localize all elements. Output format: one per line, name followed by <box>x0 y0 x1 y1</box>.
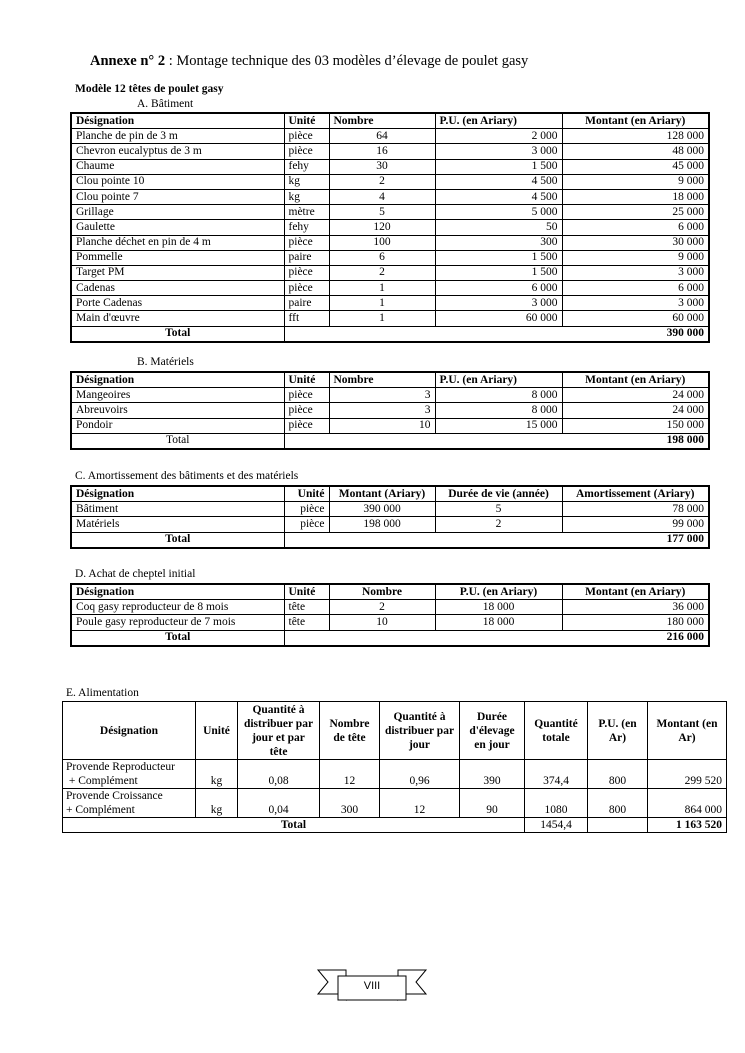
table-cell: 16 <box>329 144 435 159</box>
col-montant: Montant (en Ariary) <box>562 372 709 388</box>
table-cell: 18 000 <box>562 189 709 204</box>
col-duree: Durée d'élevage en jour <box>460 702 525 760</box>
table-cell: 78 000 <box>562 502 709 517</box>
table-cell: 15 000 <box>435 418 562 433</box>
table-cell: 1 500 <box>435 265 562 280</box>
table-cell: pièce <box>284 388 329 403</box>
table-cell: 10 <box>329 615 435 630</box>
table-cell: Coq gasy reproducteur de 8 mois <box>71 600 284 615</box>
total-label: Total <box>71 630 284 646</box>
table-cell: fft <box>284 311 329 326</box>
table-cell: 18 000 <box>435 615 562 630</box>
table-cell: 300 <box>435 235 562 250</box>
table-cell: 6 <box>329 250 435 265</box>
table-cell: pièce <box>284 517 329 532</box>
table-row: Provende Croissance + Complément kg 0,04 300 12 90 1080 800 864 000 <box>63 789 727 818</box>
table-cell: fehy <box>284 220 329 235</box>
col-pu: P.U. (en Ar) <box>588 702 648 760</box>
total-value: 1 163 520 <box>648 818 727 833</box>
table-row: Provende Reproducteur + Complément kg 0,08 12 0,96 390 374,4 800 299 520 <box>63 760 727 789</box>
table-cell: 3 000 <box>562 296 709 311</box>
table-cell: Matériels <box>71 517 284 532</box>
table-cell: 45 000 <box>562 159 709 174</box>
page-number-banner <box>316 966 428 1006</box>
total-value: 216 000 <box>284 630 709 646</box>
col-quantite-jour-tete: Quantité à distribuer par jour et par tête <box>238 702 320 760</box>
table-header-row <box>71 113 709 129</box>
total-row <box>71 630 709 646</box>
table-cell: Cadenas <box>71 281 284 296</box>
table-row <box>71 502 709 517</box>
table-cell: 3 <box>329 403 435 418</box>
table-cell: Porte Cadenas <box>71 296 284 311</box>
table-cell: pièce <box>284 265 329 280</box>
table-row <box>71 296 709 311</box>
table-cell: 2 <box>435 517 562 532</box>
table-cell: pièce <box>284 235 329 250</box>
table-cell: 2 <box>329 600 435 615</box>
table-cell: 24 000 <box>562 388 709 403</box>
table-header-row <box>71 372 709 388</box>
table-cell: 5 <box>435 502 562 517</box>
section-a-title: A. Bâtiment <box>137 98 194 110</box>
table-cell: 4 500 <box>435 174 562 189</box>
table-row <box>71 600 709 615</box>
table-cell: fehy <box>284 159 329 174</box>
table-cell: 1 <box>329 281 435 296</box>
table-row <box>71 388 709 403</box>
table-cell: 64 <box>329 129 435 144</box>
table-cell: 1 500 <box>435 250 562 265</box>
table-cell: 1 <box>329 311 435 326</box>
table-cell: 60 000 <box>562 311 709 326</box>
table-cell: Gaulette <box>71 220 284 235</box>
table-cell: Planche de pin de 3 m <box>71 129 284 144</box>
table-row <box>71 159 709 174</box>
table-cell: 150 000 <box>562 418 709 433</box>
table-cell: 25 000 <box>562 205 709 220</box>
table-cell: Chaume <box>71 159 284 174</box>
col-unite: Unité <box>284 113 329 129</box>
table-cell: 390 000 <box>329 502 435 517</box>
table-cell: paire <box>284 250 329 265</box>
total-value: 390 000 <box>284 326 709 342</box>
table-cell: 3 000 <box>435 296 562 311</box>
table-cell: 2 <box>329 265 435 280</box>
designation-cell: Provende Croissance + Complément <box>63 789 196 818</box>
table-row <box>71 403 709 418</box>
table-header-row <box>71 486 709 502</box>
table-cell: kg <box>284 189 329 204</box>
table-cell: 1 500 <box>435 159 562 174</box>
designation-cell: Provende Reproducteur + Complément <box>63 760 196 789</box>
table-cell: Poule gasy reproducteur de 7 mois <box>71 615 284 630</box>
table-cell: 3 000 <box>435 144 562 159</box>
table-cell: 48 000 <box>562 144 709 159</box>
table-row <box>71 144 709 159</box>
table-cell: 60 000 <box>435 311 562 326</box>
table-cell: Pondoir <box>71 418 284 433</box>
table-cell: 30 000 <box>562 235 709 250</box>
table-row <box>71 189 709 204</box>
total-value: 177 000 <box>284 532 709 548</box>
table-cell: 10 <box>329 418 435 433</box>
col-montant: Montant (en Ariary) <box>562 113 709 129</box>
table-cell: Grillage <box>71 205 284 220</box>
table-cell: 8 000 <box>435 388 562 403</box>
table-cell: 9 000 <box>562 174 709 189</box>
table-cell: 5 000 <box>435 205 562 220</box>
table-cell: 99 000 <box>562 517 709 532</box>
table-cell: 180 000 <box>562 615 709 630</box>
table-row <box>71 615 709 630</box>
table-cell: 3 000 <box>562 265 709 280</box>
table-cell: pièce <box>284 281 329 296</box>
table-cell: kg <box>284 174 329 189</box>
table-row <box>71 220 709 235</box>
table-cell: paire <box>284 296 329 311</box>
page-title: Annexe n° 2 : Montage technique des 03 modèles d’élevage de poulet gasy <box>90 53 529 69</box>
total-row <box>71 532 709 548</box>
col-designation: Désignation <box>63 702 196 760</box>
total-label: Total <box>63 818 525 833</box>
col-designation: Désignation <box>71 584 284 600</box>
table-cell: 24 000 <box>562 403 709 418</box>
col-nombre: Nombre <box>329 584 435 600</box>
total-label: Total <box>71 433 284 449</box>
table-row <box>71 281 709 296</box>
table-cell: 198 000 <box>329 517 435 532</box>
table-cell: 3 <box>329 388 435 403</box>
table-cell: 2 <box>329 174 435 189</box>
table-cheptel <box>70 583 710 647</box>
col-unite: Unité <box>284 372 329 388</box>
table-cell: Bâtiment <box>71 502 284 517</box>
table-cell: 2 000 <box>435 129 562 144</box>
table-cell: mètre <box>284 205 329 220</box>
col-quantite-jour: Quantité à distribuer par jour <box>380 702 460 760</box>
table-cell: 50 <box>435 220 562 235</box>
table-cell: pièce <box>284 144 329 159</box>
col-nombre: Nombre <box>329 113 435 129</box>
col-unite: Unité <box>284 486 329 502</box>
table-cell: Planche déchet en pin de 4 m <box>71 235 284 250</box>
table-cell: 6 000 <box>435 281 562 296</box>
table-cell: 4 <box>329 189 435 204</box>
col-pu: P.U. (en Ariary) <box>435 372 562 388</box>
table-cell: 8 000 <box>435 403 562 418</box>
col-duree: Durée de vie (année) <box>435 486 562 502</box>
table-cell: pièce <box>284 502 329 517</box>
total-label: Total <box>71 326 284 342</box>
table-row <box>71 265 709 280</box>
table-cell: Abreuvoirs <box>71 403 284 418</box>
table-cell: 9 000 <box>562 250 709 265</box>
table-cell: Clou pointe 10 <box>71 174 284 189</box>
col-amortissement: Amortissement (Ariary) <box>562 486 709 502</box>
table-cell: Main d'œuvre <box>71 311 284 326</box>
col-montant: Montant (Ariary) <box>329 486 435 502</box>
table-cell: pièce <box>284 403 329 418</box>
table-row <box>71 517 709 532</box>
table-row <box>71 174 709 189</box>
col-montant: Montant (en Ar) <box>648 702 727 760</box>
col-designation: Désignation <box>71 372 284 388</box>
table-cell: 5 <box>329 205 435 220</box>
table-row <box>71 235 709 250</box>
model-title: Modèle 12 têtes de poulet gasy <box>75 83 224 95</box>
table-cell: 36 000 <box>562 600 709 615</box>
table-cell: 30 <box>329 159 435 174</box>
table-cell: 128 000 <box>562 129 709 144</box>
table-materiels <box>70 371 710 450</box>
col-montant: Montant (en Ariary) <box>562 584 709 600</box>
table-alimentation <box>62 701 727 833</box>
table-row <box>71 418 709 433</box>
section-d-title: D. Achat de cheptel initial <box>75 568 196 580</box>
table-header-row <box>63 702 727 760</box>
table-cell: pièce <box>284 418 329 433</box>
table-row <box>71 129 709 144</box>
table-cell: 18 000 <box>435 600 562 615</box>
table-cell: 6 000 <box>562 220 709 235</box>
col-unite: Unité <box>196 702 238 760</box>
section-b-title: B. Matériels <box>137 356 194 368</box>
col-designation: Désignation <box>71 113 284 129</box>
table-cell: 120 <box>329 220 435 235</box>
section-c-title: C. Amortissement des bâtiments et des matériels <box>75 470 299 482</box>
table-cell: 1 <box>329 296 435 311</box>
col-pu: P.U. (en Ariary) <box>435 113 562 129</box>
section-e-title: E. Alimentation <box>66 687 139 699</box>
col-nombre-tete: Nombre de tête <box>320 702 380 760</box>
table-cell: Clou pointe 7 <box>71 189 284 204</box>
col-pu: P.U. (en Ariary) <box>435 584 562 600</box>
table-cell: 100 <box>329 235 435 250</box>
col-unite: Unité <box>284 584 329 600</box>
table-cell: tête <box>284 615 329 630</box>
table-row <box>71 250 709 265</box>
table-cell: tête <box>284 600 329 615</box>
total-value: 198 000 <box>284 433 709 449</box>
table-row <box>71 205 709 220</box>
page-number: VIII <box>363 980 381 992</box>
table-amortissement <box>70 485 710 549</box>
total-quantite: 1454,4 <box>525 818 588 833</box>
col-designation: Désignation <box>71 486 284 502</box>
table-header-row <box>71 584 709 600</box>
table-cell: pièce <box>284 129 329 144</box>
table-cell: 6 000 <box>562 281 709 296</box>
table-cell: Chevron eucalyptus de 3 m <box>71 144 284 159</box>
table-cell: Target PM <box>71 265 284 280</box>
table-cell: 4 500 <box>435 189 562 204</box>
table-row <box>71 311 709 326</box>
total-row <box>71 326 709 342</box>
table-cell: Pommelle <box>71 250 284 265</box>
total-row <box>71 433 709 449</box>
table-batiment <box>70 112 710 343</box>
col-quantite-totale: Quantité totale <box>525 702 588 760</box>
total-label: Total <box>71 532 284 548</box>
total-row <box>63 818 727 833</box>
table-cell: Mangeoires <box>71 388 284 403</box>
col-nombre: Nombre <box>329 372 435 388</box>
